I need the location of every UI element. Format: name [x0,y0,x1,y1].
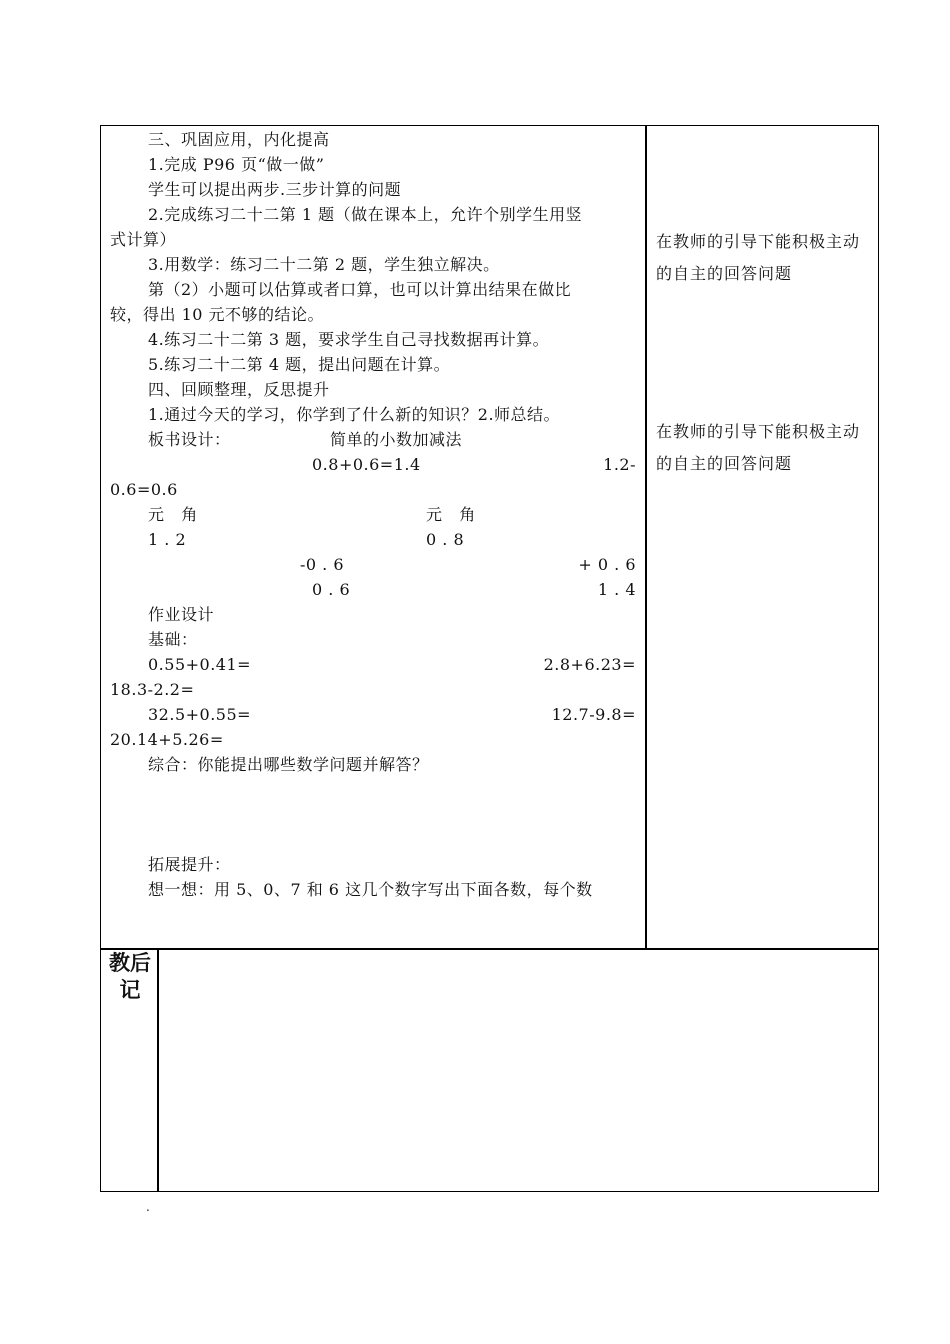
vertical-calc-left-sub: -0 . 6 [300,555,345,574]
board-equation-add: 0.8+0.6=1.4 [312,455,421,474]
section-heading-review: 四、回顾整理，反思提升 [148,380,330,399]
homework-comprehensive: 综合：你能提出哪些数学问题并解答？ [148,755,429,774]
board-design-title: 简单的小数加减法 [330,430,463,449]
text-line: 第（2）小题可以估算或者口算，也可以计算出结果在做比 [148,280,572,299]
footer-dot: . [146,1200,150,1214]
vertical-calc-left-top: 1 . 2 [148,530,187,549]
vertical-calc-right-result: 1 . 4 [597,580,636,599]
student-activity-note: 在教师的引导下能积极主动的自主的回答问题 [656,422,861,473]
exercise-item: 12.7-9.8= [551,705,636,724]
exercise-item: 18.3-2.2= [110,680,195,699]
unit-header-left: 元 角 [148,505,198,524]
text-line: 3.用数学：练习二十二第 2 题，学生独立解决。 [148,255,500,274]
column-divider [645,125,647,950]
unit-header-right: 元 角 [426,505,476,524]
vertical-calc-left-result: 0 . 6 [312,580,351,599]
text-line: 式计算） [110,230,177,249]
homework-design-heading: 作业设计 [148,605,215,624]
homework-basic-label: 基础： [148,630,198,649]
student-activity-note: 在教师的引导下能积极主动的自主的回答问题 [656,232,861,283]
text-line: 1.通过今天的学习，你学到了什么新的知识？2.师总结。 [148,405,561,424]
teaching-reflection-label: 教后记 [109,951,151,1002]
vertical-calc-right-add: + 0 . 6 [578,555,636,574]
homework-extension-text: 想一想：用 5、0、7 和 6 这几个数字写出下面各数，每个数 [148,880,593,899]
text-line: 2.完成练习二十二第 1 题（做在课本上，允许个别学生用竖 [148,205,583,224]
board-design-label: 板书设计： [148,430,231,449]
exercise-item: 0.55+0.41= [148,655,252,674]
text-line: 4.练习二十二第 3 题，要求学生自己寻找数据再计算。 [148,330,550,349]
board-equation-sub-cont: 0.6=0.6 [110,480,178,499]
section-heading-consolidate: 三、巩固应用，内化提高 [148,130,330,149]
exercise-item: 32.5+0.55= [148,705,252,724]
exercise-item: 20.14+5.26= [110,730,224,749]
text-line: 学生可以提出两步.三步计算的问题 [148,180,402,199]
teaching-reflection-area[interactable] [160,950,877,1190]
exercise-item: 2.8+6.23= [543,655,636,674]
board-equation-sub: 1.2- [603,455,636,474]
label-column-divider [157,948,159,1192]
text-line: 5.练习二十二第 4 题，提出问题在计算。 [148,355,451,374]
text-line: 1.完成 P96 页“做一做” [148,155,325,174]
vertical-calc-right-top: 0 . 8 [426,530,465,549]
homework-extension-label: 拓展提升： [148,855,231,874]
text-line: 较，得出 10 元不够的结论。 [110,305,325,324]
